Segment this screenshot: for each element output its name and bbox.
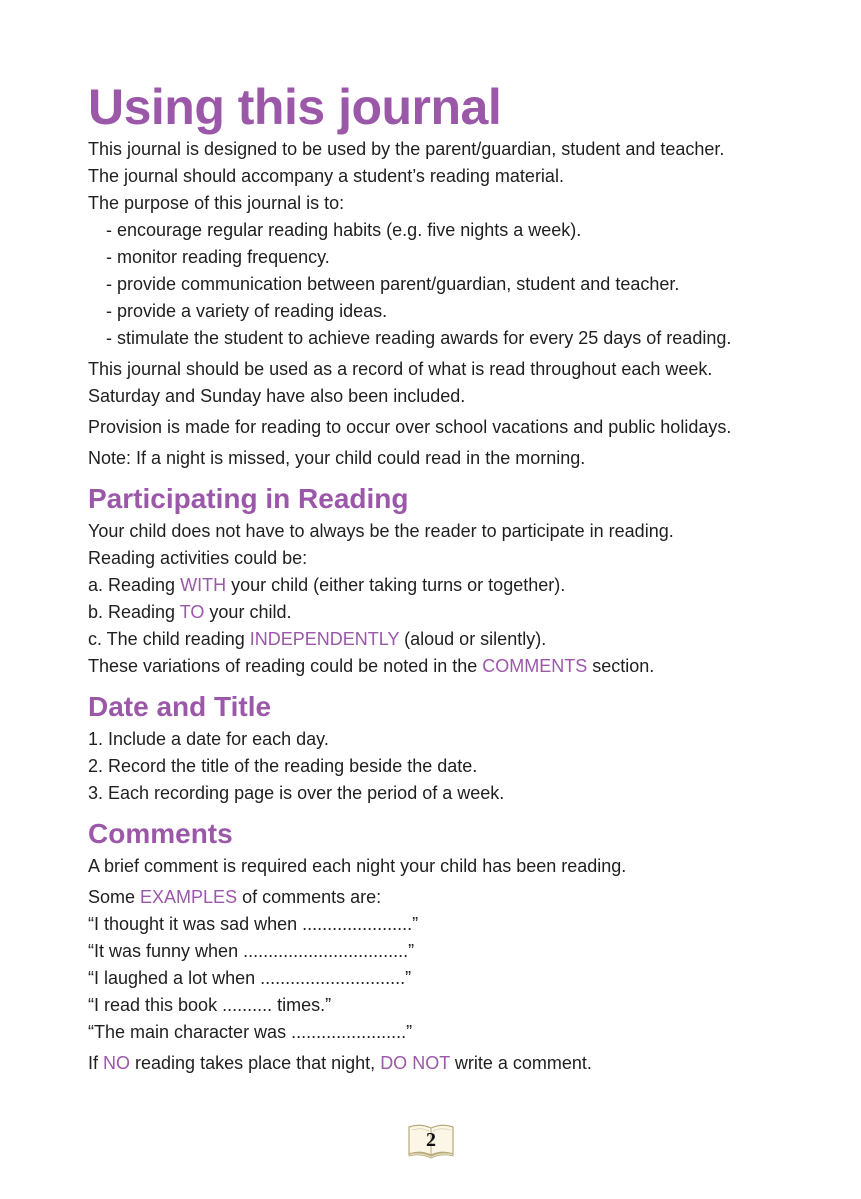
highlight-comments: COMMENTS	[482, 656, 588, 676]
participating-heading: Participating in Reading	[88, 483, 409, 514]
purpose-item: - encourage regular reading habits (e.g. five nights a week).	[106, 220, 582, 240]
page-number: 2	[426, 1129, 436, 1151]
comments-paragraph-1: A brief comment is required each night your child has been reading.	[88, 856, 627, 876]
intro-note: Note: If a night is missed, your child could read in the morning.	[88, 448, 586, 468]
reading-activity-b: b. Reading TO your child.	[88, 602, 292, 622]
journal-page	[88, 78, 788, 1077]
comment-example: “I thought it was sad when ......................”	[88, 914, 419, 934]
comment-example: “It was funny when .................................”	[88, 941, 415, 961]
date-title-item: 2. Record the title of the reading beside the date.	[88, 756, 478, 776]
highlight-to: TO	[179, 602, 205, 622]
purpose-item: - monitor reading frequency.	[106, 247, 330, 267]
purpose-list	[88, 217, 788, 352]
reading-activity-c: c. The child reading INDEPENDENTLY (aloud or silently).	[88, 629, 547, 649]
purpose-item: - stimulate the student to achieve reading awards for every 25 days of reading.	[106, 328, 732, 348]
intro-paragraph-5: Saturday and Sunday have also been included.	[88, 386, 466, 406]
highlight-do-not: DO NOT	[380, 1053, 450, 1073]
highlight-with: WITH	[180, 575, 227, 595]
highlight-no: NO	[103, 1053, 131, 1073]
comment-example: “The main character was .......................”	[88, 1022, 413, 1042]
comment-example: “I laughed a lot when .............................”	[88, 968, 412, 988]
date-title-item: 1. Include a date for each day.	[88, 729, 329, 749]
intro-paragraph-2: The journal should accompany a student’s reading material.	[88, 166, 564, 186]
purpose-item: - provide communication between parent/guardian, student and teacher.	[106, 274, 680, 294]
participating-paragraph-2: Reading activities could be:	[88, 548, 308, 568]
page-title: Using this journal	[88, 79, 502, 135]
comment-example: “I read this book .......... times.”	[88, 995, 332, 1015]
purpose-item: - provide a variety of reading ideas.	[106, 301, 388, 321]
reading-activity-a: a. Reading WITH your child (either taking turns or together).	[88, 575, 566, 595]
intro-paragraph-4: This journal should be used as a record of what is read throughout each week.	[88, 359, 713, 379]
comments-heading: Comments	[88, 818, 233, 849]
date-title-item: 3. Each recording page is over the period of a week.	[88, 783, 505, 803]
date-title-heading: Date and Title	[88, 691, 272, 722]
participating-note: These variations of reading could be noted in the COMMENTS section.	[88, 656, 655, 676]
highlight-examples: EXAMPLES	[140, 887, 238, 907]
intro-paragraph-3: The purpose of this journal is to:	[88, 193, 345, 213]
examples-intro: Some EXAMPLES of comments are:	[88, 887, 382, 907]
intro-paragraph-1: This journal is designed to be used by the parent/guardian, student and teacher.	[88, 139, 725, 159]
highlight-independently: INDEPENDENTLY	[249, 629, 400, 649]
participating-paragraph-1: Your child does not have to always be the reader to participate in reading.	[88, 521, 674, 541]
no-reading-note: If NO reading takes place that night, DO NOT write a comment.	[88, 1053, 592, 1073]
intro-paragraph-6: Provision is made for reading to occur over school vacations and public holidays.	[88, 417, 732, 437]
